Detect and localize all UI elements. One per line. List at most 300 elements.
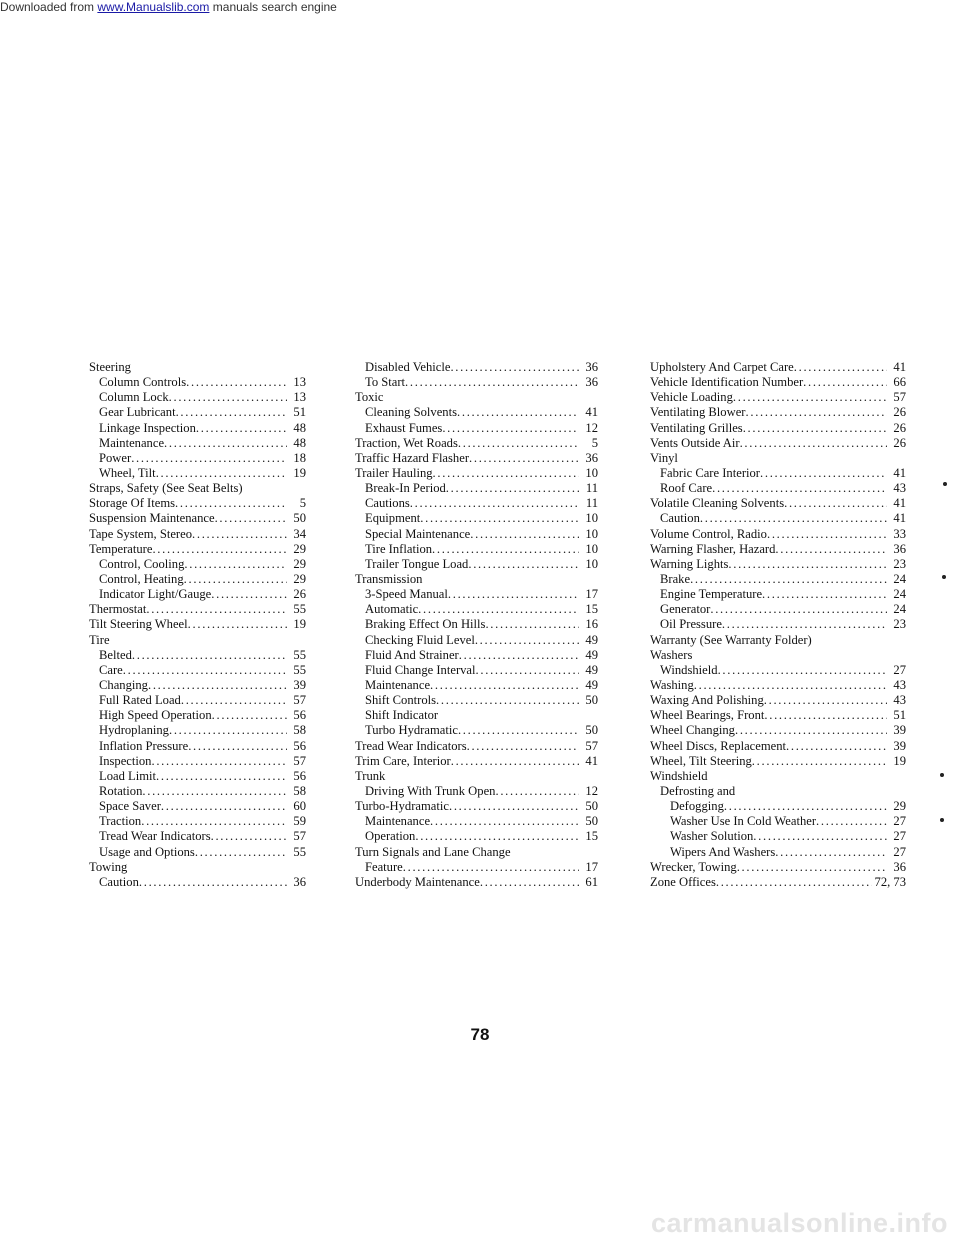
entry-label: Engine Temperature bbox=[660, 587, 763, 602]
index-entry bbox=[650, 496, 906, 511]
entry-label: Power bbox=[99, 450, 132, 465]
entry-label: Shift Indicator bbox=[365, 708, 439, 723]
entry-page: 15 bbox=[585, 829, 598, 844]
index-entry bbox=[650, 511, 906, 526]
entry-page: 55 bbox=[293, 647, 306, 662]
entry-label: Inspection bbox=[99, 753, 152, 768]
entry-label: Turbo Hydramatic bbox=[365, 723, 458, 738]
dot-leader bbox=[212, 708, 287, 723]
index-entry bbox=[650, 723, 906, 738]
entry-label: Warranty (See Warranty Folder) bbox=[650, 632, 812, 647]
index-entry bbox=[355, 390, 598, 405]
dot-leader bbox=[476, 663, 579, 678]
entry-page: 17 bbox=[585, 587, 598, 602]
entry-label: Control, Heating bbox=[99, 571, 184, 586]
entry-page: 49 bbox=[585, 632, 598, 647]
entry-page: 56 bbox=[293, 768, 306, 783]
entry-label: Tape System, Stereo bbox=[89, 526, 192, 541]
entry-page: 19 bbox=[293, 617, 306, 632]
entry-label: Oil Pressure bbox=[660, 617, 722, 632]
entry-label: Washing bbox=[650, 677, 694, 692]
entry-page: 5 bbox=[299, 496, 306, 511]
dot-leader bbox=[816, 814, 887, 829]
entry-label: Wrecker, Towing bbox=[650, 859, 737, 874]
dot-leader bbox=[151, 754, 287, 769]
index-entry bbox=[650, 436, 906, 451]
dot-leader bbox=[700, 511, 887, 526]
entry-label: Belted bbox=[99, 647, 132, 662]
entry-label: Trunk bbox=[355, 768, 386, 783]
index-entry bbox=[355, 542, 598, 557]
index-entry bbox=[89, 845, 306, 860]
entry-label: Roof Care bbox=[660, 481, 713, 496]
index-entry bbox=[650, 542, 906, 557]
entry-label: Caution bbox=[99, 874, 139, 889]
margin-mark-1 bbox=[943, 482, 947, 486]
entry-label: Volume Control, Radio bbox=[650, 526, 767, 541]
entry-label: Washer Solution bbox=[670, 829, 754, 844]
margin-mark-4 bbox=[940, 818, 944, 822]
entry-label: Storage Of Items bbox=[89, 496, 176, 511]
index-entry bbox=[355, 421, 598, 436]
entry-page: 5 bbox=[591, 435, 598, 450]
entry-page: 29 bbox=[293, 541, 306, 556]
entry-label: Volatile Cleaning Solvents bbox=[650, 496, 785, 511]
dot-leader bbox=[760, 466, 887, 481]
index-entry bbox=[89, 617, 306, 632]
dot-leader bbox=[786, 739, 887, 754]
entry-label: Linkage Inspection bbox=[99, 420, 196, 435]
index-entry bbox=[355, 693, 598, 708]
entry-label: Disabled Vehicle bbox=[365, 360, 451, 374]
entry-page: 19 bbox=[293, 465, 306, 480]
dot-leader bbox=[457, 405, 579, 420]
index-entry bbox=[650, 845, 906, 860]
dot-leader bbox=[469, 451, 579, 466]
dot-leader bbox=[146, 602, 287, 617]
entry-label: Thermostat bbox=[89, 602, 147, 617]
entry-label: Tire bbox=[89, 632, 110, 647]
entry-label: Wheel Changing bbox=[650, 723, 735, 738]
entry-page: 36 bbox=[585, 360, 598, 374]
dot-leader bbox=[446, 481, 579, 496]
entry-page: 36 bbox=[585, 375, 598, 390]
entry-page: 48 bbox=[293, 420, 306, 435]
entry-label: Washers bbox=[650, 647, 693, 662]
entry-page: 49 bbox=[585, 677, 598, 692]
index-entry bbox=[89, 723, 306, 738]
dot-leader bbox=[722, 617, 887, 632]
index-entry bbox=[89, 769, 306, 784]
dot-leader bbox=[712, 481, 887, 496]
index-column-1 bbox=[89, 360, 306, 890]
entry-page: 36 bbox=[585, 450, 598, 465]
entry-label: Tread Wear Indicators bbox=[355, 738, 467, 753]
index-entry bbox=[355, 360, 598, 375]
entry-label: Braking Effect On Hills bbox=[365, 617, 486, 632]
index-entry bbox=[89, 557, 306, 572]
index-entry bbox=[89, 421, 306, 436]
index-entry bbox=[89, 451, 306, 466]
entry-label: Driving With Trunk Open bbox=[365, 783, 496, 798]
header-prefix: Downloaded from bbox=[0, 0, 98, 14]
index-entry bbox=[650, 421, 906, 436]
entry-page: 39 bbox=[893, 723, 906, 738]
entry-label: Full Rated Load bbox=[99, 693, 181, 708]
entry-page: 13 bbox=[293, 390, 306, 405]
entry-label: Trim Care, Interior bbox=[355, 753, 451, 768]
index-entry bbox=[89, 375, 306, 390]
index-entry bbox=[650, 572, 906, 587]
dot-leader bbox=[710, 602, 887, 617]
dot-leader bbox=[152, 542, 287, 557]
index-entry bbox=[89, 814, 306, 829]
entry-label: Tire Inflation bbox=[365, 541, 433, 556]
entry-label: Trailer Tongue Load bbox=[365, 556, 469, 571]
index-entry bbox=[650, 633, 906, 648]
index-entry bbox=[355, 466, 598, 481]
index-entry bbox=[355, 602, 598, 617]
entry-page: 58 bbox=[293, 783, 306, 798]
entry-label: Feature bbox=[365, 859, 403, 874]
entry-page: 41 bbox=[585, 753, 598, 768]
entry-label: Steering bbox=[89, 360, 131, 374]
index-entry bbox=[650, 466, 906, 481]
dot-leader bbox=[775, 845, 887, 860]
dot-leader bbox=[735, 723, 887, 738]
index-entry bbox=[89, 708, 306, 723]
entry-label: Cautions bbox=[365, 496, 410, 511]
index-entry bbox=[355, 648, 598, 663]
index-entry bbox=[89, 360, 306, 375]
entry-label: Space Saver bbox=[99, 799, 161, 814]
download-header bbox=[0, 0, 337, 14]
dot-leader bbox=[458, 436, 579, 451]
entry-label: Checking Fluid Level bbox=[365, 632, 475, 647]
entry-label: High Speed Operation bbox=[99, 708, 212, 723]
entry-page: 29 bbox=[293, 556, 306, 571]
index-entry bbox=[650, 784, 906, 799]
entry-label: Traction bbox=[99, 814, 142, 829]
dot-leader bbox=[181, 693, 287, 708]
dot-leader bbox=[694, 678, 887, 693]
dot-leader bbox=[451, 754, 579, 769]
entry-page: 72, 73 bbox=[874, 874, 906, 889]
entry-label: Washer Use In Cold Weather bbox=[670, 814, 817, 829]
dot-leader bbox=[470, 527, 579, 542]
index-entry bbox=[650, 860, 906, 875]
header-suffix: manuals search engine bbox=[209, 0, 337, 14]
entry-page: 56 bbox=[293, 708, 306, 723]
entry-page: 48 bbox=[293, 435, 306, 450]
entry-label: Straps, Safety (See Seat Belts) bbox=[89, 481, 243, 496]
entry-label: Automatic bbox=[365, 602, 419, 617]
entry-page: 49 bbox=[585, 662, 598, 677]
index-entry bbox=[89, 754, 306, 769]
entry-page: 49 bbox=[585, 647, 598, 662]
index-entry bbox=[650, 875, 906, 890]
entry-page: 11 bbox=[585, 496, 598, 511]
index-entry bbox=[89, 390, 306, 405]
entry-page: 19 bbox=[893, 753, 906, 768]
entry-page: 57 bbox=[893, 390, 906, 405]
dot-leader bbox=[764, 693, 887, 708]
dot-leader bbox=[436, 693, 579, 708]
dot-leader bbox=[188, 739, 287, 754]
entry-label: Inflation Pressure bbox=[99, 738, 189, 753]
index-entry bbox=[650, 678, 906, 693]
entry-label: Tread Wear Indicators bbox=[99, 829, 211, 844]
entry-page: 36 bbox=[293, 874, 306, 889]
entry-page: 56 bbox=[293, 738, 306, 753]
dot-leader bbox=[410, 496, 579, 511]
dot-leader bbox=[475, 633, 579, 648]
entry-label: Rotation bbox=[99, 783, 143, 798]
dot-leader bbox=[418, 602, 579, 617]
index-entry bbox=[355, 708, 598, 723]
entry-label: Break-In Period bbox=[365, 481, 446, 496]
entry-label: Exhaust Fumes bbox=[365, 420, 443, 435]
entry-page: 10 bbox=[585, 541, 598, 556]
index-entry bbox=[89, 466, 306, 481]
entry-label: Column Controls bbox=[99, 375, 187, 390]
dot-leader bbox=[724, 799, 887, 814]
index-entry bbox=[650, 663, 906, 678]
entry-label: Towing bbox=[89, 859, 128, 874]
index-entry bbox=[89, 799, 306, 814]
index-entry bbox=[650, 405, 906, 420]
entry-page: 61 bbox=[585, 874, 598, 889]
entry-label: Maintenance bbox=[365, 814, 431, 829]
dot-leader bbox=[188, 617, 287, 632]
dot-leader bbox=[156, 466, 287, 481]
index-entry bbox=[89, 527, 306, 542]
index-entry bbox=[89, 542, 306, 557]
entry-label: Care bbox=[99, 662, 123, 677]
index-entry bbox=[650, 754, 906, 769]
entry-label: Maintenance bbox=[99, 435, 165, 450]
index-entry bbox=[650, 617, 906, 632]
entry-page: 29 bbox=[293, 571, 306, 586]
entry-page: 55 bbox=[293, 662, 306, 677]
index-entry bbox=[89, 436, 306, 451]
index-entry bbox=[355, 572, 598, 587]
dot-leader bbox=[794, 360, 887, 375]
dot-leader bbox=[485, 617, 579, 632]
entry-page: 41 bbox=[893, 465, 906, 480]
entry-label: Wipers And Washers bbox=[670, 844, 776, 859]
margin-mark-2 bbox=[942, 575, 946, 579]
index-entry bbox=[89, 633, 306, 648]
entry-page: 16 bbox=[585, 617, 598, 632]
entry-label: Generator bbox=[660, 602, 711, 617]
page-number: 78 bbox=[470, 1025, 490, 1044]
entry-page: 51 bbox=[293, 405, 306, 420]
entry-page: 51 bbox=[893, 708, 906, 723]
index-column-3 bbox=[650, 360, 906, 890]
dot-leader bbox=[762, 587, 887, 602]
index-entry bbox=[650, 360, 906, 375]
entry-label: Equipment bbox=[365, 511, 421, 526]
entry-label: Turn Signals and Lane Change bbox=[355, 844, 511, 859]
entry-label: Upholstery And Carpet Care bbox=[650, 360, 794, 374]
index-entry bbox=[650, 527, 906, 542]
index-entry bbox=[355, 496, 598, 511]
dot-leader bbox=[123, 663, 287, 678]
index-entry bbox=[355, 663, 598, 678]
entry-page: 27 bbox=[893, 829, 906, 844]
dot-leader bbox=[432, 542, 579, 557]
entry-label: Caution bbox=[660, 511, 700, 526]
index-entry bbox=[650, 451, 906, 466]
entry-label: Defrosting and bbox=[660, 783, 736, 798]
watermark: carmanualsonline.info bbox=[650, 1208, 948, 1238]
entry-page: 50 bbox=[585, 723, 598, 738]
index-entry bbox=[355, 769, 598, 784]
entry-label: Toxic bbox=[355, 390, 384, 405]
index-entry bbox=[355, 436, 598, 451]
index-entry bbox=[355, 754, 598, 769]
index-entry bbox=[355, 451, 598, 466]
index-entry bbox=[355, 481, 598, 496]
dot-leader bbox=[775, 542, 887, 557]
dot-leader bbox=[728, 557, 887, 572]
dot-leader bbox=[132, 648, 287, 663]
index-entry bbox=[650, 375, 906, 390]
entry-page: 15 bbox=[585, 602, 598, 617]
entry-page: 50 bbox=[293, 511, 306, 526]
entry-label: Ventilating Blower bbox=[650, 405, 746, 420]
entry-page: 59 bbox=[293, 814, 306, 829]
entry-page: 60 bbox=[293, 799, 306, 814]
dot-leader bbox=[767, 527, 887, 542]
index-entry bbox=[650, 602, 906, 617]
entry-page: 27 bbox=[893, 844, 906, 859]
entry-page: 39 bbox=[293, 677, 306, 692]
dot-leader bbox=[448, 587, 579, 602]
entry-page: 41 bbox=[893, 360, 906, 374]
entry-page: 10 bbox=[585, 526, 598, 541]
entry-label: Turbo-Hydramatic bbox=[355, 799, 449, 814]
manualslib-link[interactable]: www.Manualslib.com bbox=[97, 0, 210, 14]
entry-page: 57 bbox=[293, 693, 306, 708]
entry-page: 50 bbox=[585, 814, 598, 829]
dot-leader bbox=[405, 375, 579, 390]
index-entry bbox=[355, 405, 598, 420]
index-entry bbox=[355, 375, 598, 390]
dot-leader bbox=[403, 860, 579, 875]
index-entry bbox=[650, 814, 906, 829]
index-entry bbox=[650, 739, 906, 754]
index-entry bbox=[89, 648, 306, 663]
entry-label: Operation bbox=[365, 829, 416, 844]
entry-page: 58 bbox=[293, 723, 306, 738]
index-entry bbox=[355, 617, 598, 632]
dot-leader bbox=[148, 678, 287, 693]
dot-leader bbox=[195, 845, 287, 860]
entry-page: 33 bbox=[893, 526, 906, 541]
entry-label: Windshield bbox=[650, 768, 708, 783]
entry-page: 10 bbox=[585, 556, 598, 571]
entry-label: Vehicle Loading bbox=[650, 390, 733, 405]
index-entry bbox=[89, 784, 306, 799]
entry-label: Traffic Hazard Flasher bbox=[355, 450, 470, 465]
entry-label: Ventilating Grilles bbox=[650, 420, 743, 435]
dot-leader bbox=[430, 678, 579, 693]
entry-label: Traction, Wet Roads bbox=[355, 435, 458, 450]
entry-label: Hydroplaning bbox=[99, 723, 169, 738]
dot-leader bbox=[752, 754, 887, 769]
index-entry bbox=[355, 633, 598, 648]
index-entry bbox=[89, 481, 306, 496]
index-entry bbox=[89, 860, 306, 875]
entry-page: 55 bbox=[293, 602, 306, 617]
index-entry bbox=[355, 557, 598, 572]
entry-page: 27 bbox=[893, 814, 906, 829]
entry-page: 23 bbox=[893, 617, 906, 632]
index-entry bbox=[355, 875, 598, 890]
dot-leader bbox=[415, 829, 579, 844]
dot-leader bbox=[784, 496, 887, 511]
entry-label: To Start bbox=[365, 375, 406, 390]
index-entry bbox=[355, 587, 598, 602]
dot-leader bbox=[131, 451, 287, 466]
dot-leader bbox=[753, 829, 887, 844]
dot-leader bbox=[164, 436, 287, 451]
entry-page: 36 bbox=[893, 859, 906, 874]
entry-label: Shift Controls bbox=[365, 693, 437, 708]
entry-page: 66 bbox=[893, 375, 906, 390]
entry-label: Transmission bbox=[355, 571, 423, 586]
dot-leader bbox=[215, 511, 287, 526]
entry-page: 26 bbox=[893, 405, 906, 420]
entry-label: Maintenance bbox=[365, 677, 431, 692]
dot-leader bbox=[764, 708, 887, 723]
index-entry bbox=[89, 602, 306, 617]
dot-leader bbox=[743, 421, 887, 436]
entry-label: Changing bbox=[99, 677, 148, 692]
entry-page: 57 bbox=[585, 738, 598, 753]
entry-label: Zone Offices bbox=[650, 874, 716, 889]
entry-label: Wheel Bearings, Front bbox=[650, 708, 765, 723]
entry-label: Vents Outside Air bbox=[650, 435, 740, 450]
entry-page: 39 bbox=[893, 738, 906, 753]
dot-leader bbox=[169, 723, 287, 738]
index-entry bbox=[89, 678, 306, 693]
dot-leader bbox=[430, 814, 579, 829]
dot-leader bbox=[690, 572, 887, 587]
entry-page: 17 bbox=[585, 859, 598, 874]
dot-leader bbox=[716, 875, 872, 890]
index-entry bbox=[650, 799, 906, 814]
index-column-2 bbox=[355, 360, 598, 890]
index-entry bbox=[89, 511, 306, 526]
entry-label: Temperature bbox=[89, 541, 153, 556]
dot-leader bbox=[211, 587, 287, 602]
entry-label: Wheel, Tilt Steering bbox=[650, 753, 752, 768]
dot-leader bbox=[176, 405, 287, 420]
index-entry bbox=[650, 390, 906, 405]
entry-page: 34 bbox=[293, 526, 306, 541]
dot-leader bbox=[175, 496, 287, 511]
entry-label: Trailer Hauling bbox=[355, 465, 433, 480]
entry-page: 10 bbox=[585, 465, 598, 480]
entry-page: 24 bbox=[893, 602, 906, 617]
entry-label: Suspension Maintenance bbox=[89, 511, 215, 526]
entry-page: 24 bbox=[893, 587, 906, 602]
entry-page: 41 bbox=[893, 496, 906, 511]
entry-page: 18 bbox=[293, 450, 306, 465]
